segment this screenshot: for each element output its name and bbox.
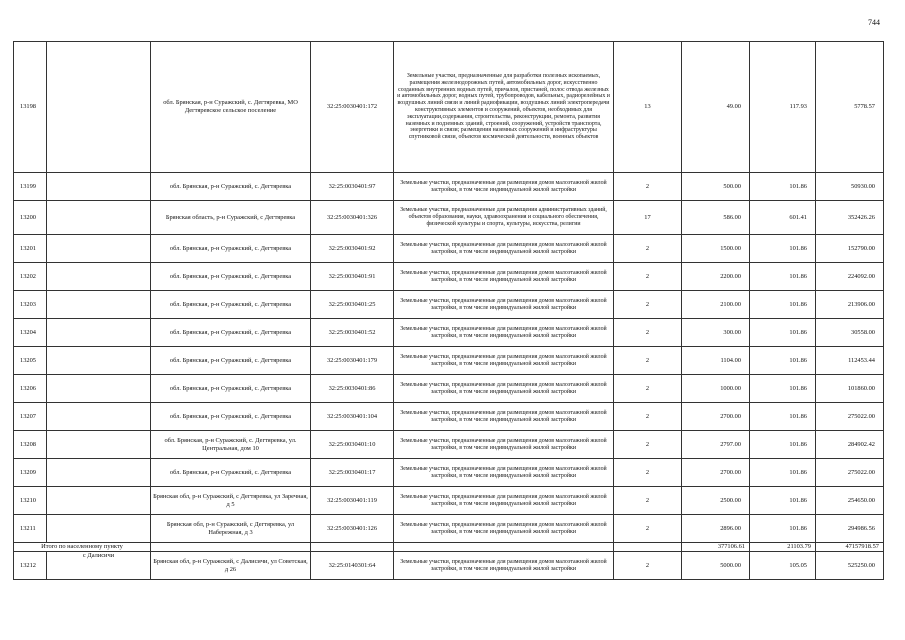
address-cell: обл. Брянская, р-н Суражский, с. Дегтяревка xyxy=(151,235,311,263)
land-use-cell: Земельные участки, предназначенные для размещения домов малоэтажной жилой застройки, в том числе индивидуальной жилой застройки xyxy=(394,459,614,487)
area-cell: 5000.00 xyxy=(682,552,750,580)
address-cell: обл. Брянская, р-н Суражский, с. Дегтяревка, ул. Центральная, дом 10 xyxy=(151,431,311,459)
use-code: 2 xyxy=(614,515,682,543)
use-code: 2 xyxy=(614,403,682,431)
use-code: 2 xyxy=(614,173,682,201)
land-use-cell: Земельные участки, предназначенные для размещения домов малоэтажной жилой застройки, в том числе индивидуальной жилой застройки xyxy=(394,347,614,375)
table-row xyxy=(14,263,884,291)
address-cell: обл. Брянская, р-н Суражский, с. Дегтяревка xyxy=(151,319,311,347)
rate-cell: 101.86 xyxy=(750,403,816,431)
table-row xyxy=(14,347,884,375)
area-cell: 586.00 xyxy=(682,201,750,235)
use-code: 2 xyxy=(614,431,682,459)
row-number: 13205 xyxy=(14,347,47,375)
cadastral-number: 32:25:0030401:92 xyxy=(311,235,394,263)
cadastral-number: 32:25:0030401:97 xyxy=(311,173,394,201)
use-code: 2 xyxy=(614,552,682,580)
table-row xyxy=(14,431,884,459)
land-use-cell: Земельные участки, предназначенные для размещения домов малоэтажной жилой застройки, в том числе индивидуальной жилой застройки xyxy=(394,291,614,319)
use-code: 2 xyxy=(614,319,682,347)
cadastral-number: 32:25:0030401:91 xyxy=(311,263,394,291)
address-cell: Брянская обл, р-н Суражский, с Дегтяревка, ул Набережная, д 3 xyxy=(151,515,311,543)
area-cell: 300.00 xyxy=(682,319,750,347)
page-number: 744 xyxy=(868,18,880,27)
rate-cell: 101.86 xyxy=(750,263,816,291)
rate-cell: 101.86 xyxy=(750,291,816,319)
use-code: 2 xyxy=(614,459,682,487)
table-row xyxy=(14,515,884,543)
cadastral-number: 32:25:0030401:172 xyxy=(311,42,394,173)
value-cell: 101860.00 xyxy=(816,375,884,403)
address-cell: обл. Брянская, р-н Суражский, с. Дегтяревка xyxy=(151,375,311,403)
rate-cell: 101.86 xyxy=(750,235,816,263)
land-use-cell: Земельные участки, предназначенные для размещения домов малоэтажной жилой застройки, в том числе индивидуальной жилой застройки xyxy=(394,403,614,431)
row-number: 13212 xyxy=(14,552,47,580)
table-row xyxy=(14,487,884,515)
row-number: 13203 xyxy=(14,291,47,319)
area-cell: 2100.00 xyxy=(682,291,750,319)
cadastral-number: 32:25:0030401:86 xyxy=(311,375,394,403)
address-cell: Брянская обл, р-н Суражский, с Дегтяревка, ул Заречная, д 5 xyxy=(151,487,311,515)
table-row xyxy=(14,459,884,487)
row-number: 13199 xyxy=(14,173,47,201)
land-use-cell: Земельные участки, предназначенные для размещения домов малоэтажной жилой застройки, в том числе индивидуальной жилой застройки xyxy=(394,173,614,201)
area-cell: 2896.00 xyxy=(682,515,750,543)
address-cell: обл. Брянская, р-н Суражский, с. Дегтяревка xyxy=(151,263,311,291)
area-cell: 2700.00 xyxy=(682,459,750,487)
area-cell: 1000.00 xyxy=(682,375,750,403)
land-use-cell: Земельные участки, предназначенные для размещения домов малоэтажной жилой застройки, в том числе индивидуальной жилой застройки xyxy=(394,431,614,459)
row-number: 13200 xyxy=(14,201,47,235)
rate-cell: 101.86 xyxy=(750,375,816,403)
rate-cell: 101.86 xyxy=(750,487,816,515)
area-cell: 2200.00 xyxy=(682,263,750,291)
row-number: 13209 xyxy=(14,459,47,487)
use-code: 2 xyxy=(614,347,682,375)
cadastral-number: 32:25:0030401:179 xyxy=(311,347,394,375)
rate-cell: 101.86 xyxy=(750,431,816,459)
area-cell: 1104.00 xyxy=(682,347,750,375)
settlement-name: с Далисичи xyxy=(47,552,151,580)
rate-cell: 101.86 xyxy=(750,347,816,375)
land-use-cell: Земельные участки, предназначенные для разработки полезных ископаемых, размещения железнодорожных путей, автомобильных дорог, искусственно созданных внутренних водных путей, причалов, пристаней, полос отвода железных и автомобильных дорог, водных путей, трубопроводов, кабельных, радиорелейных и воздушных линий связи и линий радиофикации, воздушных линий электропередачи конструктивных элементов и сооружений, объектов, необходимых для эксплуатации,содержания, строительства, реконструкции, ремонта, развития наземных и подземных зданий, строений, сооружений, устройств транспорта, энергетики и связи; размещения наземных сооружений и инфраструктуры спутниковой связи, объектов космической деятельности, военных объектов xyxy=(394,42,614,173)
use-code: 17 xyxy=(614,201,682,235)
row-number: 13210 xyxy=(14,487,47,515)
area-cell: 500.00 xyxy=(682,173,750,201)
land-use-cell: Земельные участки, предназначенные для размещения домов малоэтажной жилой застройки, в том числе индивидуальной жилой застройки xyxy=(394,263,614,291)
address-cell: Брянская область, р-н Суражский, с Дегтяревка xyxy=(151,201,311,235)
address-cell: обл. Брянская, р-н Суражский, с. Дегтяревка xyxy=(151,173,311,201)
address-cell: обл. Брянская, р-н Суражский, с. Дегтяревка xyxy=(151,347,311,375)
value-cell: 50930.00 xyxy=(816,173,884,201)
use-code: 2 xyxy=(614,291,682,319)
rate-cell: 101.86 xyxy=(750,319,816,347)
rate-cell: 101.86 xyxy=(750,173,816,201)
rate-cell: 101.86 xyxy=(750,515,816,543)
value-cell: 213906.00 xyxy=(816,291,884,319)
address-cell: обл. Брянская, р-н Суражский, с. Дегтяревка xyxy=(151,403,311,431)
address-cell: Брянская обл, р-н Суражский, с Далисичи, ул Советская, д 26 xyxy=(151,552,311,580)
row-number: 13202 xyxy=(14,263,47,291)
value-cell: 224092.00 xyxy=(816,263,884,291)
cadastral-value-table xyxy=(13,41,884,580)
land-use-cell: Земельные участки, предназначенные для размещения домов малоэтажной жилой застройки, в том числе индивидуальной жилой застройки xyxy=(394,375,614,403)
total-area: 377106.61 xyxy=(682,543,750,552)
cadastral-number: 32:25:0030401:104 xyxy=(311,403,394,431)
total-label: Итого по населенному пункту xyxy=(14,543,151,552)
value-cell: 275022.00 xyxy=(816,459,884,487)
area-cell: 2700.00 xyxy=(682,403,750,431)
table-row xyxy=(14,291,884,319)
use-code: 2 xyxy=(614,263,682,291)
value-cell: 254650.00 xyxy=(816,487,884,515)
value-cell: 525250.00 xyxy=(816,552,884,580)
cadastral-number: 32:25:0030401:326 xyxy=(311,201,394,235)
value-cell: 112453.44 xyxy=(816,347,884,375)
rate-cell: 105.05 xyxy=(750,552,816,580)
row-number: 13201 xyxy=(14,235,47,263)
value-cell: 294986.56 xyxy=(816,515,884,543)
row-number: 13204 xyxy=(14,319,47,347)
area-cell: 2500.00 xyxy=(682,487,750,515)
cadastral-number: 32:25:0140301:64 xyxy=(311,552,394,580)
cadastral-number: 32:25:0030401:10 xyxy=(311,431,394,459)
row-number: 13208 xyxy=(14,431,47,459)
value-cell: 30558.00 xyxy=(816,319,884,347)
rate-cell: 101.86 xyxy=(750,459,816,487)
table-row xyxy=(14,42,884,173)
row-number: 13198 xyxy=(14,42,47,173)
row-number: 13211 xyxy=(14,515,47,543)
table-row xyxy=(14,552,884,580)
land-use-cell: Земельные участки, предназначенные для размещения домов малоэтажной жилой застройки, в том числе индивидуальной жилой застройки xyxy=(394,515,614,543)
cadastral-number: 32:25:0030401:52 xyxy=(311,319,394,347)
land-use-cell: Земельные участки, предназначенные для размещения домов малоэтажной жилой застройки, в том числе индивидуальной жилой застройки xyxy=(394,487,614,515)
land-use-cell: Земельные участки, предназначенные для размещения домов малоэтажной жилой застройки, в том числе индивидуальной жилой застройки xyxy=(394,319,614,347)
table-row xyxy=(14,319,884,347)
total-row xyxy=(14,543,884,552)
table-row xyxy=(14,375,884,403)
value-cell: 152790.00 xyxy=(816,235,884,263)
value-cell: 5778.57 xyxy=(816,42,884,173)
address-cell: обл. Брянская, р-н Суражский, с. Дегтяревка, МО Дегтяревское сельское поселение xyxy=(151,42,311,173)
table-row xyxy=(14,403,884,431)
table-row xyxy=(14,173,884,201)
table-row xyxy=(14,235,884,263)
value-cell: 284902.42 xyxy=(816,431,884,459)
address-cell: обл. Брянская, р-н Суражский, с. Дегтяревка xyxy=(151,459,311,487)
table-row xyxy=(14,201,884,235)
area-cell: 2797.00 xyxy=(682,431,750,459)
row-number: 13207 xyxy=(14,403,47,431)
land-use-cell: Земельные участки, предназначенные для размещения административных зданий, объектов образования, науки, здравоохранения и социального обеспечения, физической культуры и спорта, культуры, искусства, религии xyxy=(394,201,614,235)
rate-cell: 601.41 xyxy=(750,201,816,235)
use-code: 13 xyxy=(614,42,682,173)
land-use-cell: Земельные участки, предназначенные для размещения домов малоэтажной жилой застройки, в том числе индивидуальной жилой застройки xyxy=(394,552,614,580)
total-value: 47157918.57 xyxy=(816,543,884,552)
use-code: 2 xyxy=(614,375,682,403)
cadastral-number: 32:25:0030401:25 xyxy=(311,291,394,319)
cadastral-number: 32:25:0030401:126 xyxy=(311,515,394,543)
cadastral-number: 32:25:0030401:17 xyxy=(311,459,394,487)
land-use-cell: Земельные участки, предназначенные для размещения домов малоэтажной жилой застройки, в том числе индивидуальной жилой застройки xyxy=(394,235,614,263)
value-cell: 352426.26 xyxy=(816,201,884,235)
cadastral-number: 32:25:0030401:119 xyxy=(311,487,394,515)
address-cell: обл. Брянская, р-н Суражский, с. Дегтяревка xyxy=(151,291,311,319)
row-number: 13206 xyxy=(14,375,47,403)
value-cell: 275022.00 xyxy=(816,403,884,431)
area-cell: 49.00 xyxy=(682,42,750,173)
total-rate: 21103.79 xyxy=(750,543,816,552)
area-cell: 1500.00 xyxy=(682,235,750,263)
use-code: 2 xyxy=(614,235,682,263)
rate-cell: 117.93 xyxy=(750,42,816,173)
use-code: 2 xyxy=(614,487,682,515)
